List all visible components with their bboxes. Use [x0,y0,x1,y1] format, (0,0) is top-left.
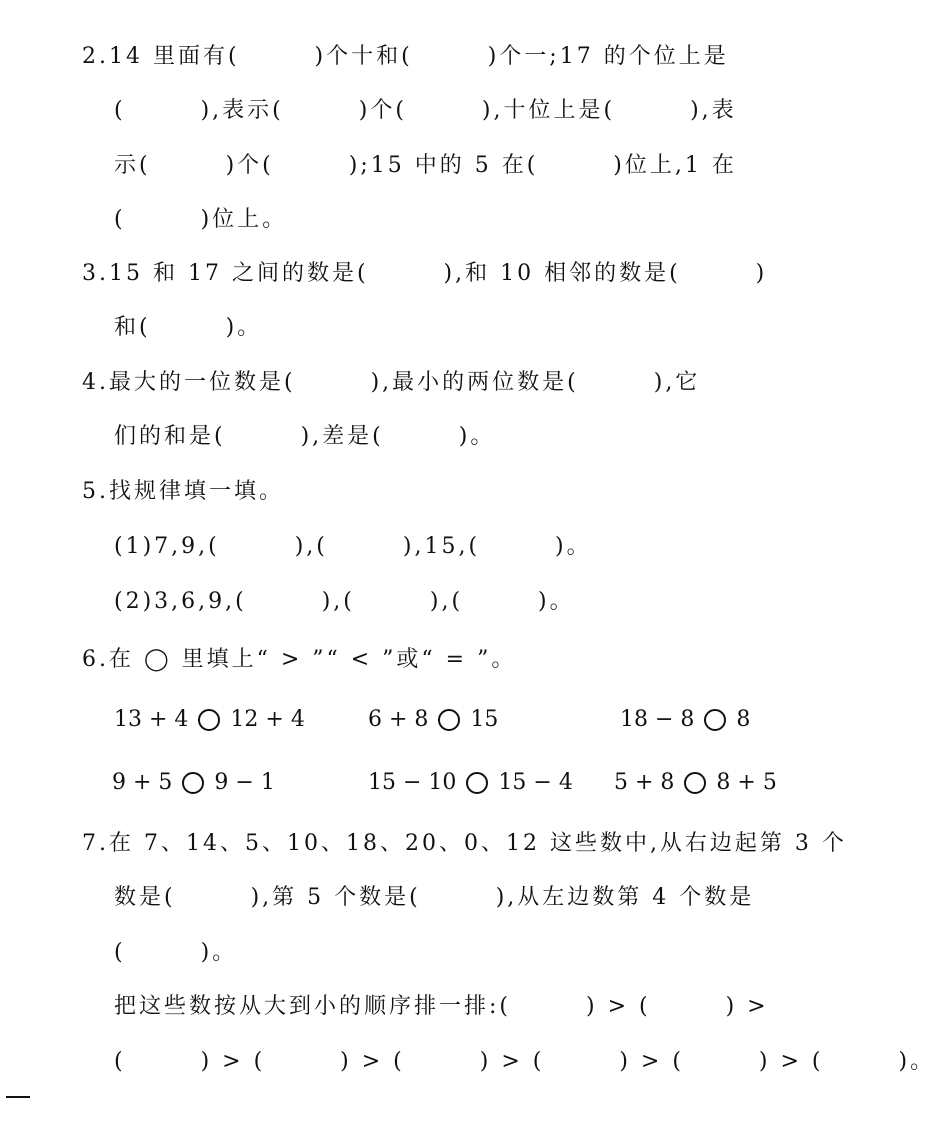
expr-left: 13 + 4 [114,707,189,732]
expr-right: 15 [470,707,499,732]
q6-line-1: 6.在 ◯ 里填上“ > ”“ < ”或“ = ”。 [82,647,517,672]
expr-left: 18 − 8 [620,707,695,732]
expr-left: 5 + 8 [614,770,675,795]
q4-line-2: 们的和是( ),差是( )。 [114,424,496,449]
answer-circle[interactable] [684,772,706,794]
compare-expression [114,707,305,732]
page-corner-mark [6,1096,30,1098]
q7-line-4: 把这些数按从大到小的顺序排一排:( ) > ( ) > [114,994,769,1019]
q4-line-1: 4.最大的一位数是( ),最小的两位数是( ),它 [82,370,701,395]
expr-left: 6 + 8 [368,707,429,732]
q7-line-5: ( ) > ( ) > ( ) > ( ) > ( ) > ( )。 [114,1049,935,1074]
answer-circle[interactable] [198,709,220,731]
q5-sub-1: (1)7,9,( ),( ),15,( )。 [114,534,592,559]
expr-right: 8 + 5 [716,770,777,795]
q3-line-1: 3.15 和 17 之间的数是( ),和 10 相邻的数是( ) [82,261,768,286]
compare-expression [368,707,498,732]
q2-line-2: ( ),表示( )个( ),十位上是( ),表 [114,98,737,123]
q5-sub-2: (2)3,6,9,( ),( ),( )。 [114,589,575,614]
q7-line-3: ( )。 [114,940,238,965]
q7-line-1: 7.在 7、14、5、10、18、20、0、12 这些数中,从右边起第 3 个 [82,831,847,856]
q7-line-2: 数是( ),第 5 个数是( ),从左边数第 4 个数是 [114,885,755,910]
compare-expression [620,707,750,732]
expr-right: 9 − 1 [214,770,275,795]
q2-line-1: 2.14 里面有( )个十和( )个一;17 的个位上是 [82,44,729,69]
expr-left: 9 + 5 [112,770,173,795]
answer-circle[interactable] [466,772,488,794]
q2-line-4: ( )位上。 [114,207,288,232]
q5-line-1: 5.找规律填一填。 [82,479,284,504]
expr-right: 8 [736,707,751,732]
q3-line-2: 和( )。 [114,315,263,340]
answer-circle[interactable] [182,772,204,794]
expr-right: 15 − 4 [498,770,573,795]
compare-expression [112,770,275,795]
answer-circle[interactable] [438,709,460,731]
expr-left: 15 − 10 [368,770,457,795]
q2-line-3: 示( )个( );15 中的 5 在( )位上,1 在 [114,153,737,178]
compare-expression [614,770,777,795]
compare-expression [368,770,573,795]
answer-circle[interactable] [704,709,726,731]
expr-right: 12 + 4 [230,707,305,732]
